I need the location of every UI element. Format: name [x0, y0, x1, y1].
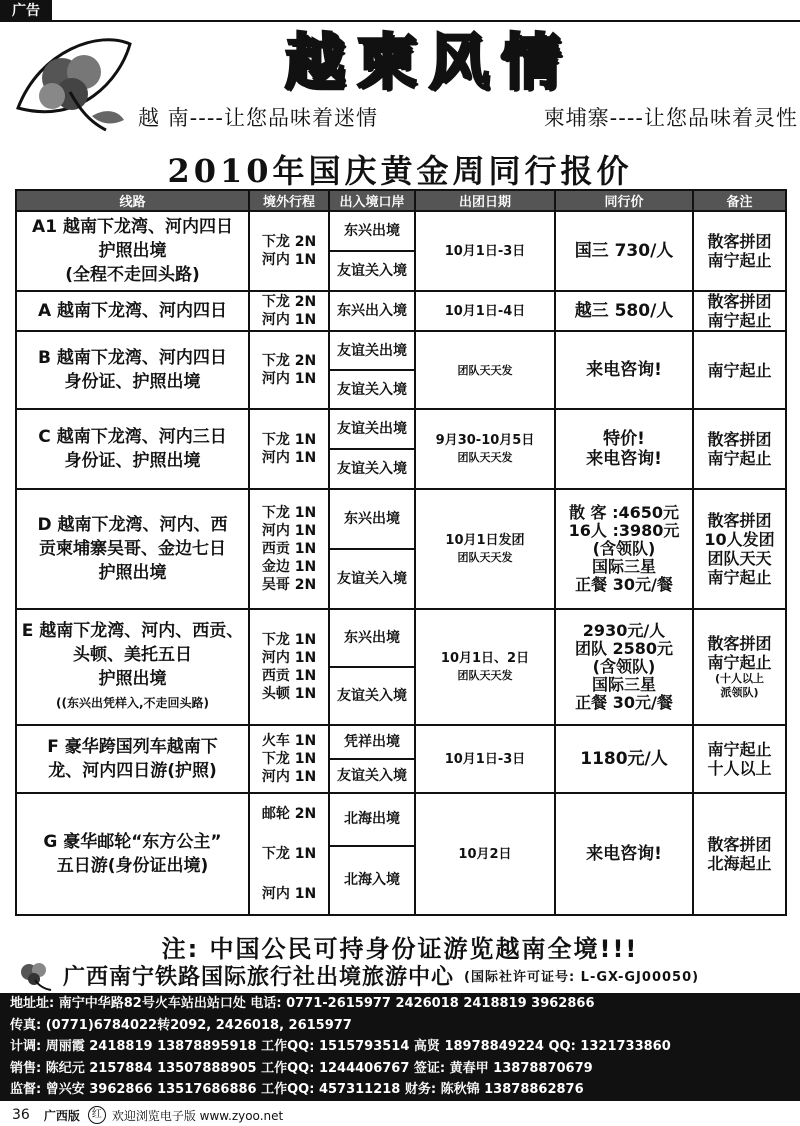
- flower-logo-icon: [10, 30, 135, 140]
- trip-cell: 下龙 1N 河内 1N 西贡 1N 头顿 1N: [249, 609, 329, 725]
- exit-port-cell: 友谊关出境: [329, 409, 415, 449]
- dates-cell: 10月2日: [415, 793, 555, 915]
- route-cell: E 越南下龙湾、河内、西贡、 头顿、美托五日 护照出境 ((东兴出凭样入,不走回头路): [16, 609, 249, 725]
- page-headline: 2010年国庆黄金周同行报价: [167, 152, 633, 190]
- remark-cell: 散客拼团 10人发团 团队天天 南宁起止: [693, 489, 786, 609]
- price-cell: 2930元/人 团队 2580元 (含领队) 国际三星 正餐 30元/餐: [555, 609, 693, 725]
- flower-mini-icon: [15, 958, 55, 992]
- header-dates: 出团日期: [415, 190, 555, 211]
- edition-label: 广西版: [43, 1108, 80, 1123]
- contact-address: 地址址: 南宁中华路82号火车站出站口处 电话: 0771-2615977 2426018 2418819 3962866: [10, 996, 595, 1011]
- trip-cell: 下龙 1N 河内 1N 西贡 1N 金边 1N 吴哥 2N: [249, 489, 329, 609]
- header-trip: 境外行程: [249, 190, 329, 211]
- route-cell: G 豪华邮轮“东方公主” 五日游(身份证出境): [16, 793, 249, 915]
- brand-title: 越柬风情: [285, 28, 573, 98]
- entry-port-cell: 友谊关入境: [329, 251, 415, 291]
- ad-tag: 广告: [0, 0, 52, 22]
- dates-cell: 10月1日、2日 团队天天发: [415, 609, 555, 725]
- page-number: 36: [12, 1107, 30, 1123]
- table-row: [16, 291, 786, 331]
- contact-fax: 传真: (0771)6784022转2092, 2426018, 2615977: [10, 1017, 352, 1033]
- header-price: 同行价: [555, 190, 693, 211]
- price-cell: 来电咨询!: [555, 331, 693, 409]
- dates-cell: 10月1日-4日: [415, 291, 555, 331]
- license-number: (国际社许可证号: L-GX-GJ00050): [464, 969, 700, 985]
- entry-port-cell: 友谊关入境: [329, 667, 415, 725]
- exit-port-cell: 东兴出境: [329, 489, 415, 549]
- table-row: [16, 331, 786, 370]
- dates-cell: 10月1日-3日: [415, 725, 555, 793]
- trip-cell: 下龙 2N 河内 1N: [249, 291, 329, 331]
- exit-port-cell: 东兴出境: [329, 211, 415, 251]
- entry-port-cell: 友谊关入境: [329, 370, 415, 409]
- header-route: 线路: [16, 190, 249, 211]
- id-card-note: 注: 中国公民可持身份证游览越南全境!!!: [161, 935, 639, 963]
- price-table: [15, 189, 787, 916]
- price-cell: 1180元/人: [555, 725, 693, 793]
- route-cell: D 越南下龙湾、河内、西 贡柬埔寨吴哥、金边七日 护照出境: [16, 489, 249, 609]
- slogan-cambodia: 柬埔寨----让您品味着灵性: [543, 106, 798, 130]
- contact-block: [0, 993, 800, 1101]
- entry-port-cell: 友谊关入境: [329, 549, 415, 609]
- entry-port-cell: 北海入境: [329, 846, 415, 915]
- price-cell: 特价! 来电咨询!: [555, 409, 693, 489]
- contact-planner: 计调: 周丽霞 2418819 13878895918 工作QQ: 1515793514 高贤 18978849224 QQ: 1321733860: [10, 1039, 671, 1054]
- remark-cell: 散客拼团 北海起止: [693, 793, 786, 915]
- remark-cell: 南宁起止 十人以上: [693, 725, 786, 793]
- page-footer: [0, 1104, 800, 1126]
- table-row: [16, 211, 786, 251]
- table-row: [16, 609, 786, 667]
- dates-cell: 9月30-10月5日 团队天天发: [415, 409, 555, 489]
- trip-cell: 邮轮 2N 下龙 1N 河内 1N: [249, 793, 329, 915]
- trip-cell: 下龙 2N 河内 1N: [249, 211, 329, 291]
- exit-port-cell: 北海出境: [329, 793, 415, 846]
- dates-cell: 10月1日发团 团队天天发: [415, 489, 555, 609]
- remark-cell: 南宁起止: [693, 331, 786, 409]
- table-header-row: [16, 190, 786, 211]
- entry-port-cell: 友谊关入境: [329, 449, 415, 489]
- contact-supervisor: 监督: 曾兴安 3962866 13517686886 工作QQ: 457311218 财务: 陈秋锦 13878862876: [10, 1082, 584, 1097]
- route-cell: B 越南下龙湾、河内四日 身份证、护照出境: [16, 331, 249, 409]
- route-cell: A1 越南下龙湾、河内四日 护照出境 (全程不走回头路): [16, 211, 249, 291]
- remark-cell: 散客拼团 南宁起止: [693, 409, 786, 489]
- agency-row: [15, 958, 795, 992]
- exit-port-cell: 东兴出境: [329, 609, 415, 667]
- exit-port-cell: 凭祥出境: [329, 725, 415, 759]
- header-port: 出入境口岸: [329, 190, 415, 211]
- top-divider: [0, 20, 800, 22]
- slogan-vietnam: 越 南----让您品味着迷情: [138, 106, 378, 130]
- agency-name: 广西南宁铁路国际旅行社出境旅游中心: [63, 964, 455, 990]
- table-row: [16, 409, 786, 449]
- table-row: [16, 793, 786, 846]
- red-badge-icon: 红: [88, 1106, 106, 1124]
- route-cell: A 越南下龙湾、河内四日: [16, 291, 249, 331]
- remark-cell: 散客拼团 南宁起止 (十人以上 派领队): [693, 609, 786, 725]
- trip-cell: 下龙 1N 河内 1N: [249, 409, 329, 489]
- price-cell: 来电咨询!: [555, 793, 693, 915]
- price-cell: 国三 730/人: [555, 211, 693, 291]
- trip-cell: 火车 1N 下龙 1N 河内 1N: [249, 725, 329, 793]
- contact-sales: 销售: 陈纪元 2157884 13507888905 工作QQ: 1244406767 签证: 黄春甲 13878870679: [10, 1060, 593, 1076]
- site-link[interactable]: 欢迎浏览电子版 www.zyoo.net: [111, 1108, 284, 1123]
- entry-port-cell: 友谊关入境: [329, 759, 415, 793]
- trip-cell: 下龙 2N 河内 1N: [249, 331, 329, 409]
- port-cell: 东兴出入境: [329, 291, 415, 331]
- table-row: [16, 489, 786, 549]
- brand-slogans: [138, 102, 798, 132]
- remark-cell: 散客拼团 南宁起止: [693, 211, 786, 291]
- price-cell: 散 客 :4650元 16人 :3980元 (含领队) 国际三星 正餐 30元/餐: [555, 489, 693, 609]
- dates-cell: 10月1日-3日: [415, 211, 555, 291]
- header-remark: 备注: [693, 190, 786, 211]
- dates-cell: 团队天天发: [415, 331, 555, 409]
- route-cell: F 豪华跨国列车越南下 龙、河内四日游(护照): [16, 725, 249, 793]
- table-row: [16, 725, 786, 759]
- remark-cell: 散客拼团 南宁起止: [693, 291, 786, 331]
- price-cell: 越三 580/人: [555, 291, 693, 331]
- route-cell: C 越南下龙湾、河内三日 身份证、护照出境: [16, 409, 249, 489]
- exit-port-cell: 友谊关出境: [329, 331, 415, 370]
